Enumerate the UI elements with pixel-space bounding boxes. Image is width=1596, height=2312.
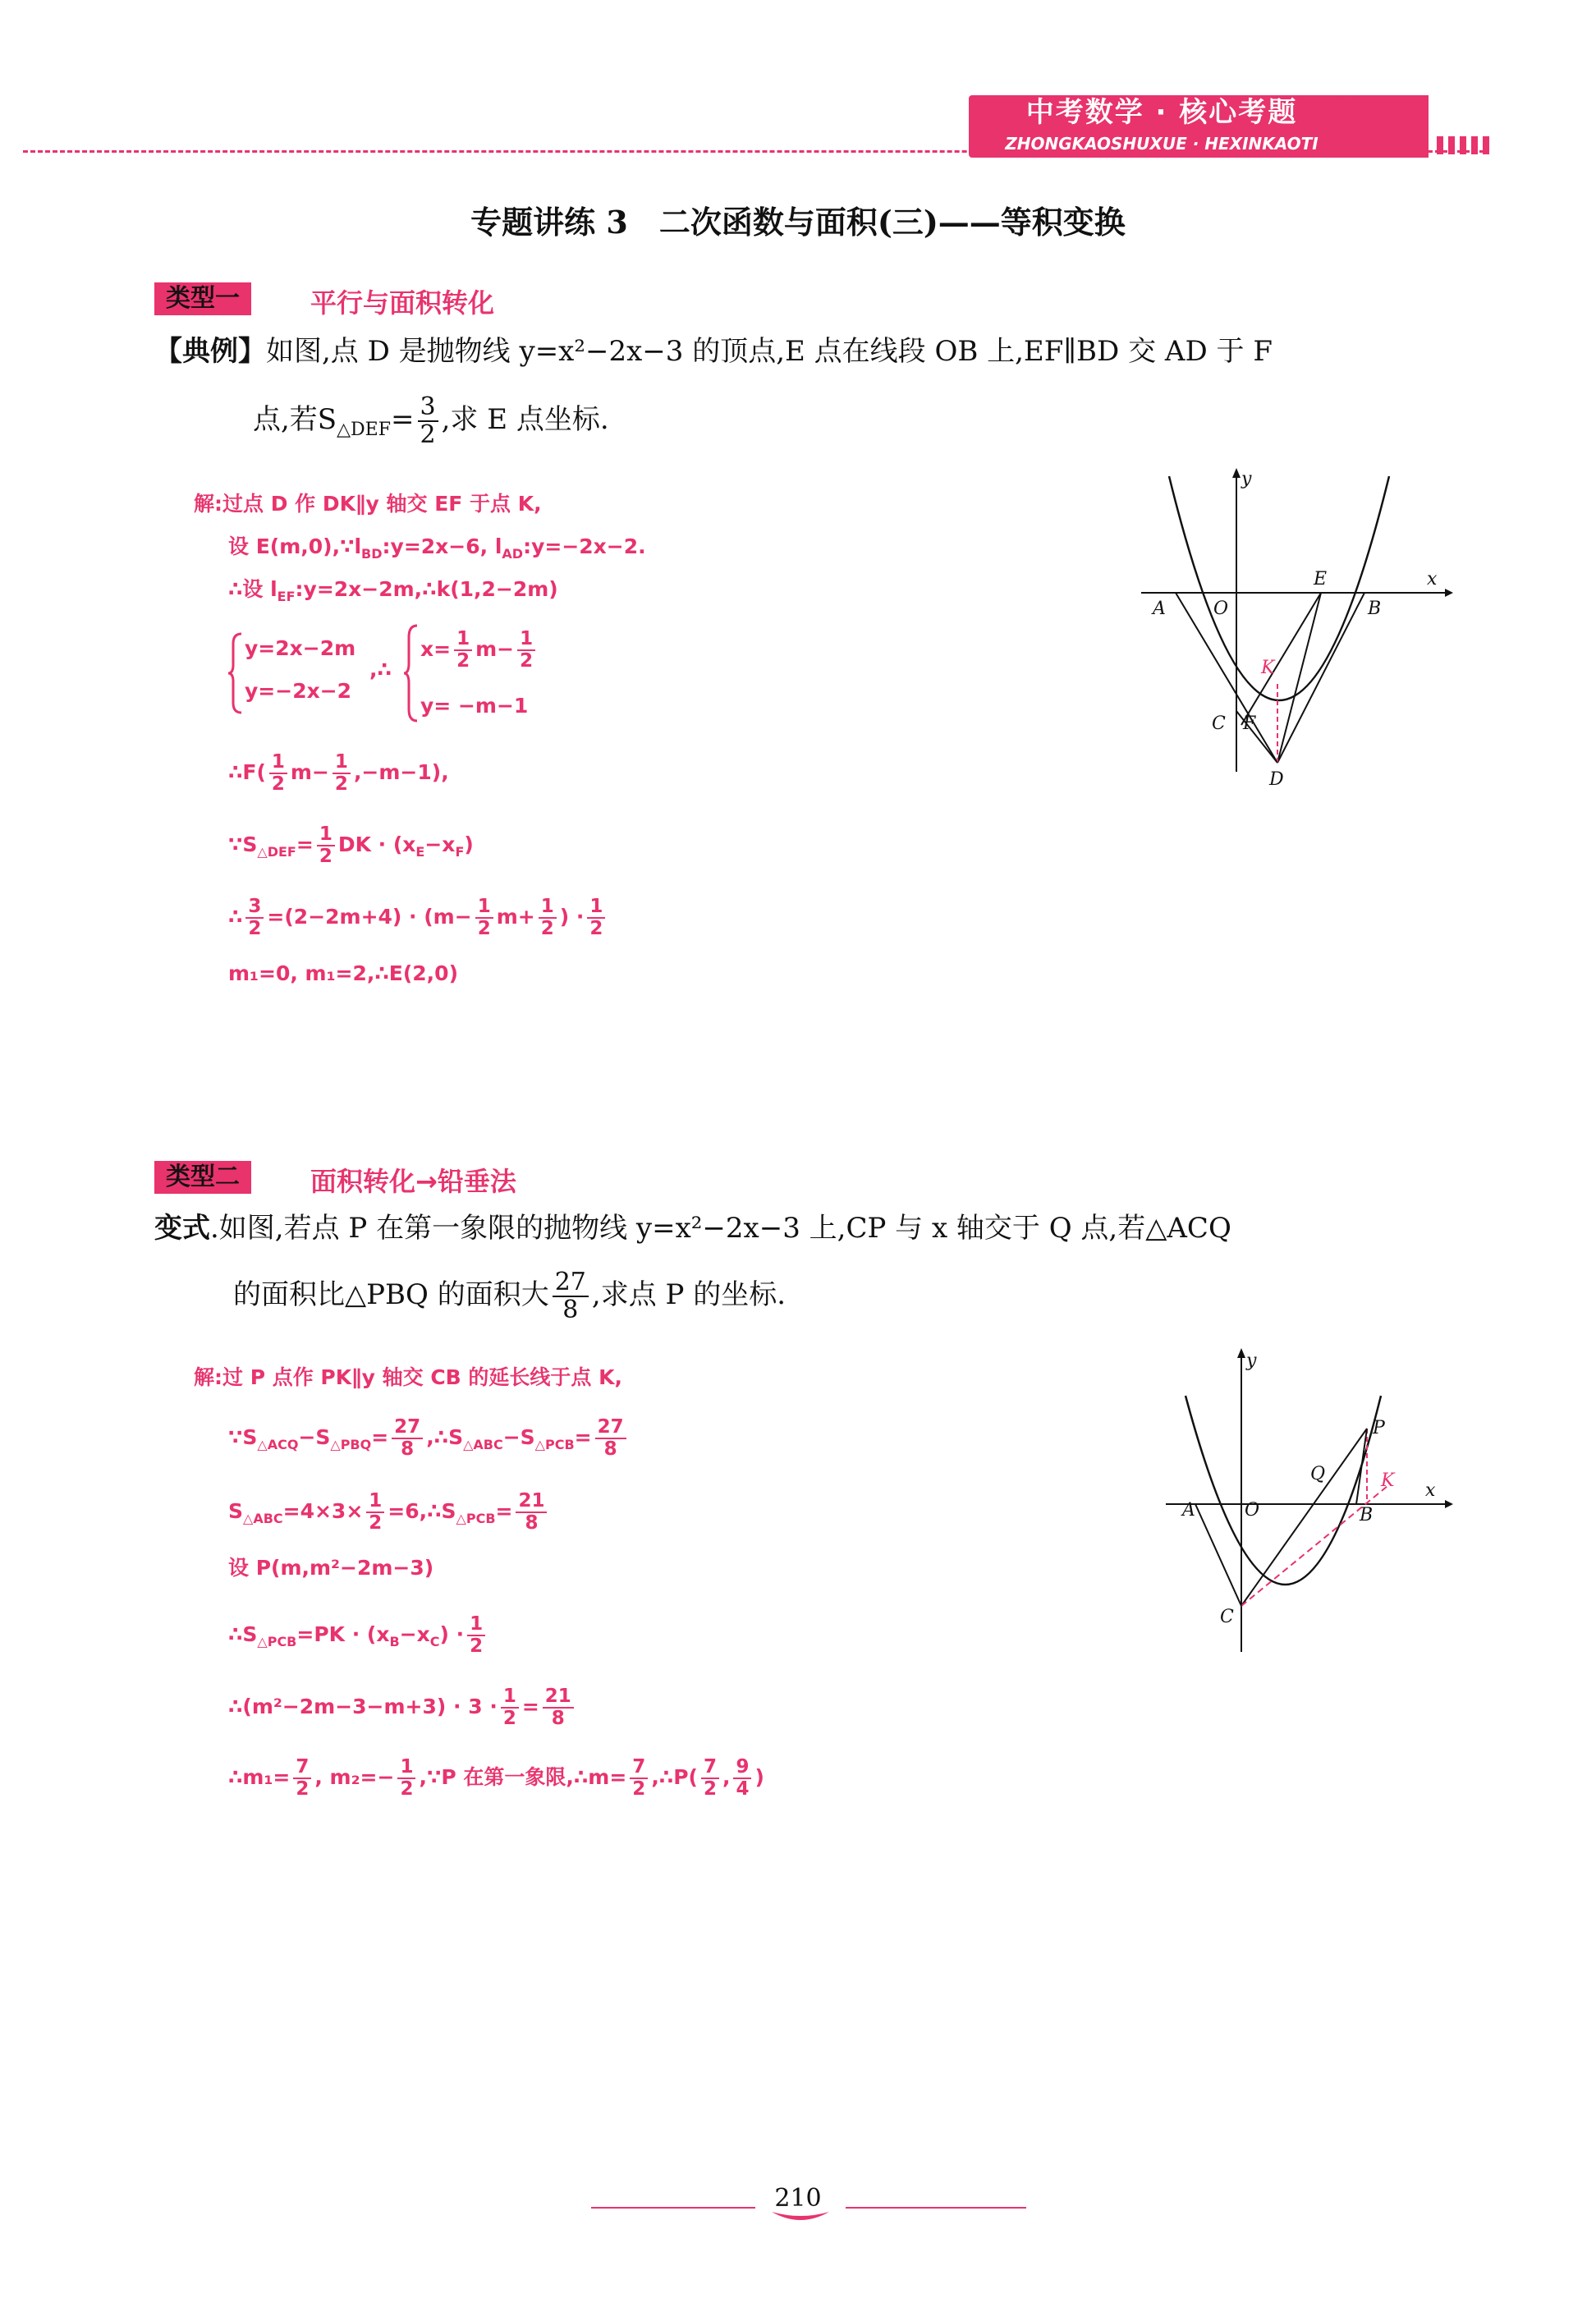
solution2-line6: ∴(m²−2m−3−m+3) · 3 · $\frac{1}{2}$ = $\frac{21}{8}$ [228, 1686, 577, 1729]
header-chevrons-icon [1338, 95, 1502, 161]
solution1-line6: $\because S_{\triangle DEF}=$ $\frac{1}{2}$ DK · $(x_E-x_F)$ [228, 823, 474, 867]
solution1-line2: 设 $E(m,0),\because l_{BD}:y=2x-6$, $l_{AD}:y=-2x-2$. [228, 534, 646, 562]
header-title: 中考数学 · 核心考题 [1025, 96, 1298, 129]
solution1-line7: ∴ $\frac{3}{2}$ =(2−2m+4) · (m− $\frac{1}{2}$ m+ $\frac{1}{2}$ ) · $\frac{1}{2}$ [228, 897, 608, 939]
section-tag-1: 类型一 [154, 282, 251, 315]
page-title: 专题讲练 3 二次函数与面积(三)——等积变换 [470, 204, 1126, 241]
footer-ornament-icon [772, 2209, 829, 2225]
graph1-label-B: B [1368, 599, 1382, 619]
system-eq-2: y=−2x−2 [245, 679, 352, 703]
graph1-label-K: K [1261, 658, 1275, 678]
graph2-label-Q: Q [1310, 1464, 1326, 1484]
graph2-label-x: x [1425, 1480, 1436, 1501]
graph2-label-A: A [1182, 1500, 1195, 1521]
system-eq-1: y=2x−2m [245, 636, 356, 660]
graph-2-parabola [1166, 1346, 1453, 1658]
page-number: 210 [774, 2184, 822, 2213]
solution2-line2: $\because S_{\triangle ACQ}-S_{\triangle PBQ}=$ $\frac{27}{8}$ $,\therefore S_{\triangle ABC}-S_{\triangle PCB}=$ $\frac{27}{8}$ [228, 1417, 630, 1461]
graph1-label-y: y [1241, 469, 1252, 489]
graph1-label-D: D [1269, 769, 1284, 788]
graph1-label-F: F [1243, 713, 1256, 734]
header-subtitle: ZHONGKAOSHUXUE · HEXINKAOTI [1005, 134, 1319, 154]
section-heading-2: 面积转化→铅垂法 [310, 1166, 516, 1197]
graph-1-parabola [1141, 468, 1453, 788]
system-solution-x: x= $\frac{1}{2}$ m− $\frac{1}{2}$ [420, 629, 539, 672]
variant-problem-line2: 的面积比△PBQ 的面积大 $\frac{27}{8}$ ,求点 P 的坐标. [233, 1268, 786, 1324]
graph2-label-K: K [1381, 1470, 1395, 1491]
graph2-label-P: P [1373, 1418, 1385, 1438]
solution1-line5: ∴F( $\frac{1}{2}$ m− $\frac{1}{2}$ ,−m−1), [228, 751, 449, 795]
therefore-symbol: ,∴ [369, 658, 392, 681]
graph1-label-E: E [1314, 569, 1328, 589]
graph2-label-O: O [1245, 1500, 1260, 1521]
solution2-line4: 设 P(m,m²−2m−3) [228, 1556, 434, 1580]
solution2-answer: ∴m₁= $\frac{7}{2}$ , m₂=− $\frac{1}{2}$ ,∵P 在第一象限,∴m= $\frac{7}{2}$ ,∴P( $\frac{7}{2}$ , $\frac{9}{4}$ ) [228, 1756, 764, 1800]
left-brace-icon [228, 632, 245, 714]
graph1-label-A: A [1153, 599, 1166, 619]
graph1-label-C: C [1212, 713, 1226, 734]
example-problem-line2: 点,若$S_{\triangle DEF}=$ $\frac{3}{2}$ ,求 E 点坐标. [253, 392, 609, 449]
solution1-line1: 解:过点 D 作 DK∥y 轴交 EF 于点 K, [194, 492, 542, 516]
solution1-line3: ∴设 $l_{EF}:y=2x-2m,\therefore k(1,2-2m)$ [228, 577, 558, 604]
section-tag-2: 类型二 [154, 1161, 251, 1194]
system-solution-y: y= −m−1 [420, 694, 529, 718]
solution2-line1: 解:过 P 点作 PK∥y 轴交 CB 的延长线于点 K, [194, 1365, 623, 1389]
variant-label: 变式 [154, 1212, 210, 1245]
fraction-27-8: $\frac{27}{8}$ [553, 1269, 589, 1323]
solution2-line3: $S_{\triangle ABC}=4\times 3\times$ $\frac{1}{2}$ $=6,\therefore S_{\triangle PCB}=$ $\frac{21}{8}$ [228, 1491, 550, 1535]
graph2-label-C: C [1220, 1607, 1234, 1627]
example-problem-line1: 【典例】如图,点 D 是抛物线 y=x²−2x−3 的顶点,E 点在线段 OB 上,EF∥BD 交 AD 于 F [154, 335, 1273, 368]
fraction-3-2: $\frac{3}{2}$ [418, 394, 438, 448]
example-label: 【典例】 [154, 335, 266, 368]
left-brace-icon-2 [404, 624, 420, 722]
graph2-label-y: y [1246, 1351, 1257, 1371]
graph2-label-B: B [1360, 1505, 1374, 1525]
solution2-line5: $\therefore S_{\triangle PCB}=PK \cdot (x_B-x_C)$ · $\frac{1}{2}$ [228, 1614, 488, 1658]
graph1-label-x: x [1427, 569, 1438, 589]
graph1-label-O: O [1213, 599, 1229, 619]
variant-problem-line1: 变式.如图,若点 P 在第一象限的抛物线 y=x²−2x−3 上,CP 与 x 轴交于 Q 点,若△ACQ [154, 1212, 1231, 1245]
section-heading-1: 平行与面积转化 [310, 287, 495, 319]
solution1-answer: m₁=0, m₁=2,∴E(2,0) [228, 961, 458, 985]
